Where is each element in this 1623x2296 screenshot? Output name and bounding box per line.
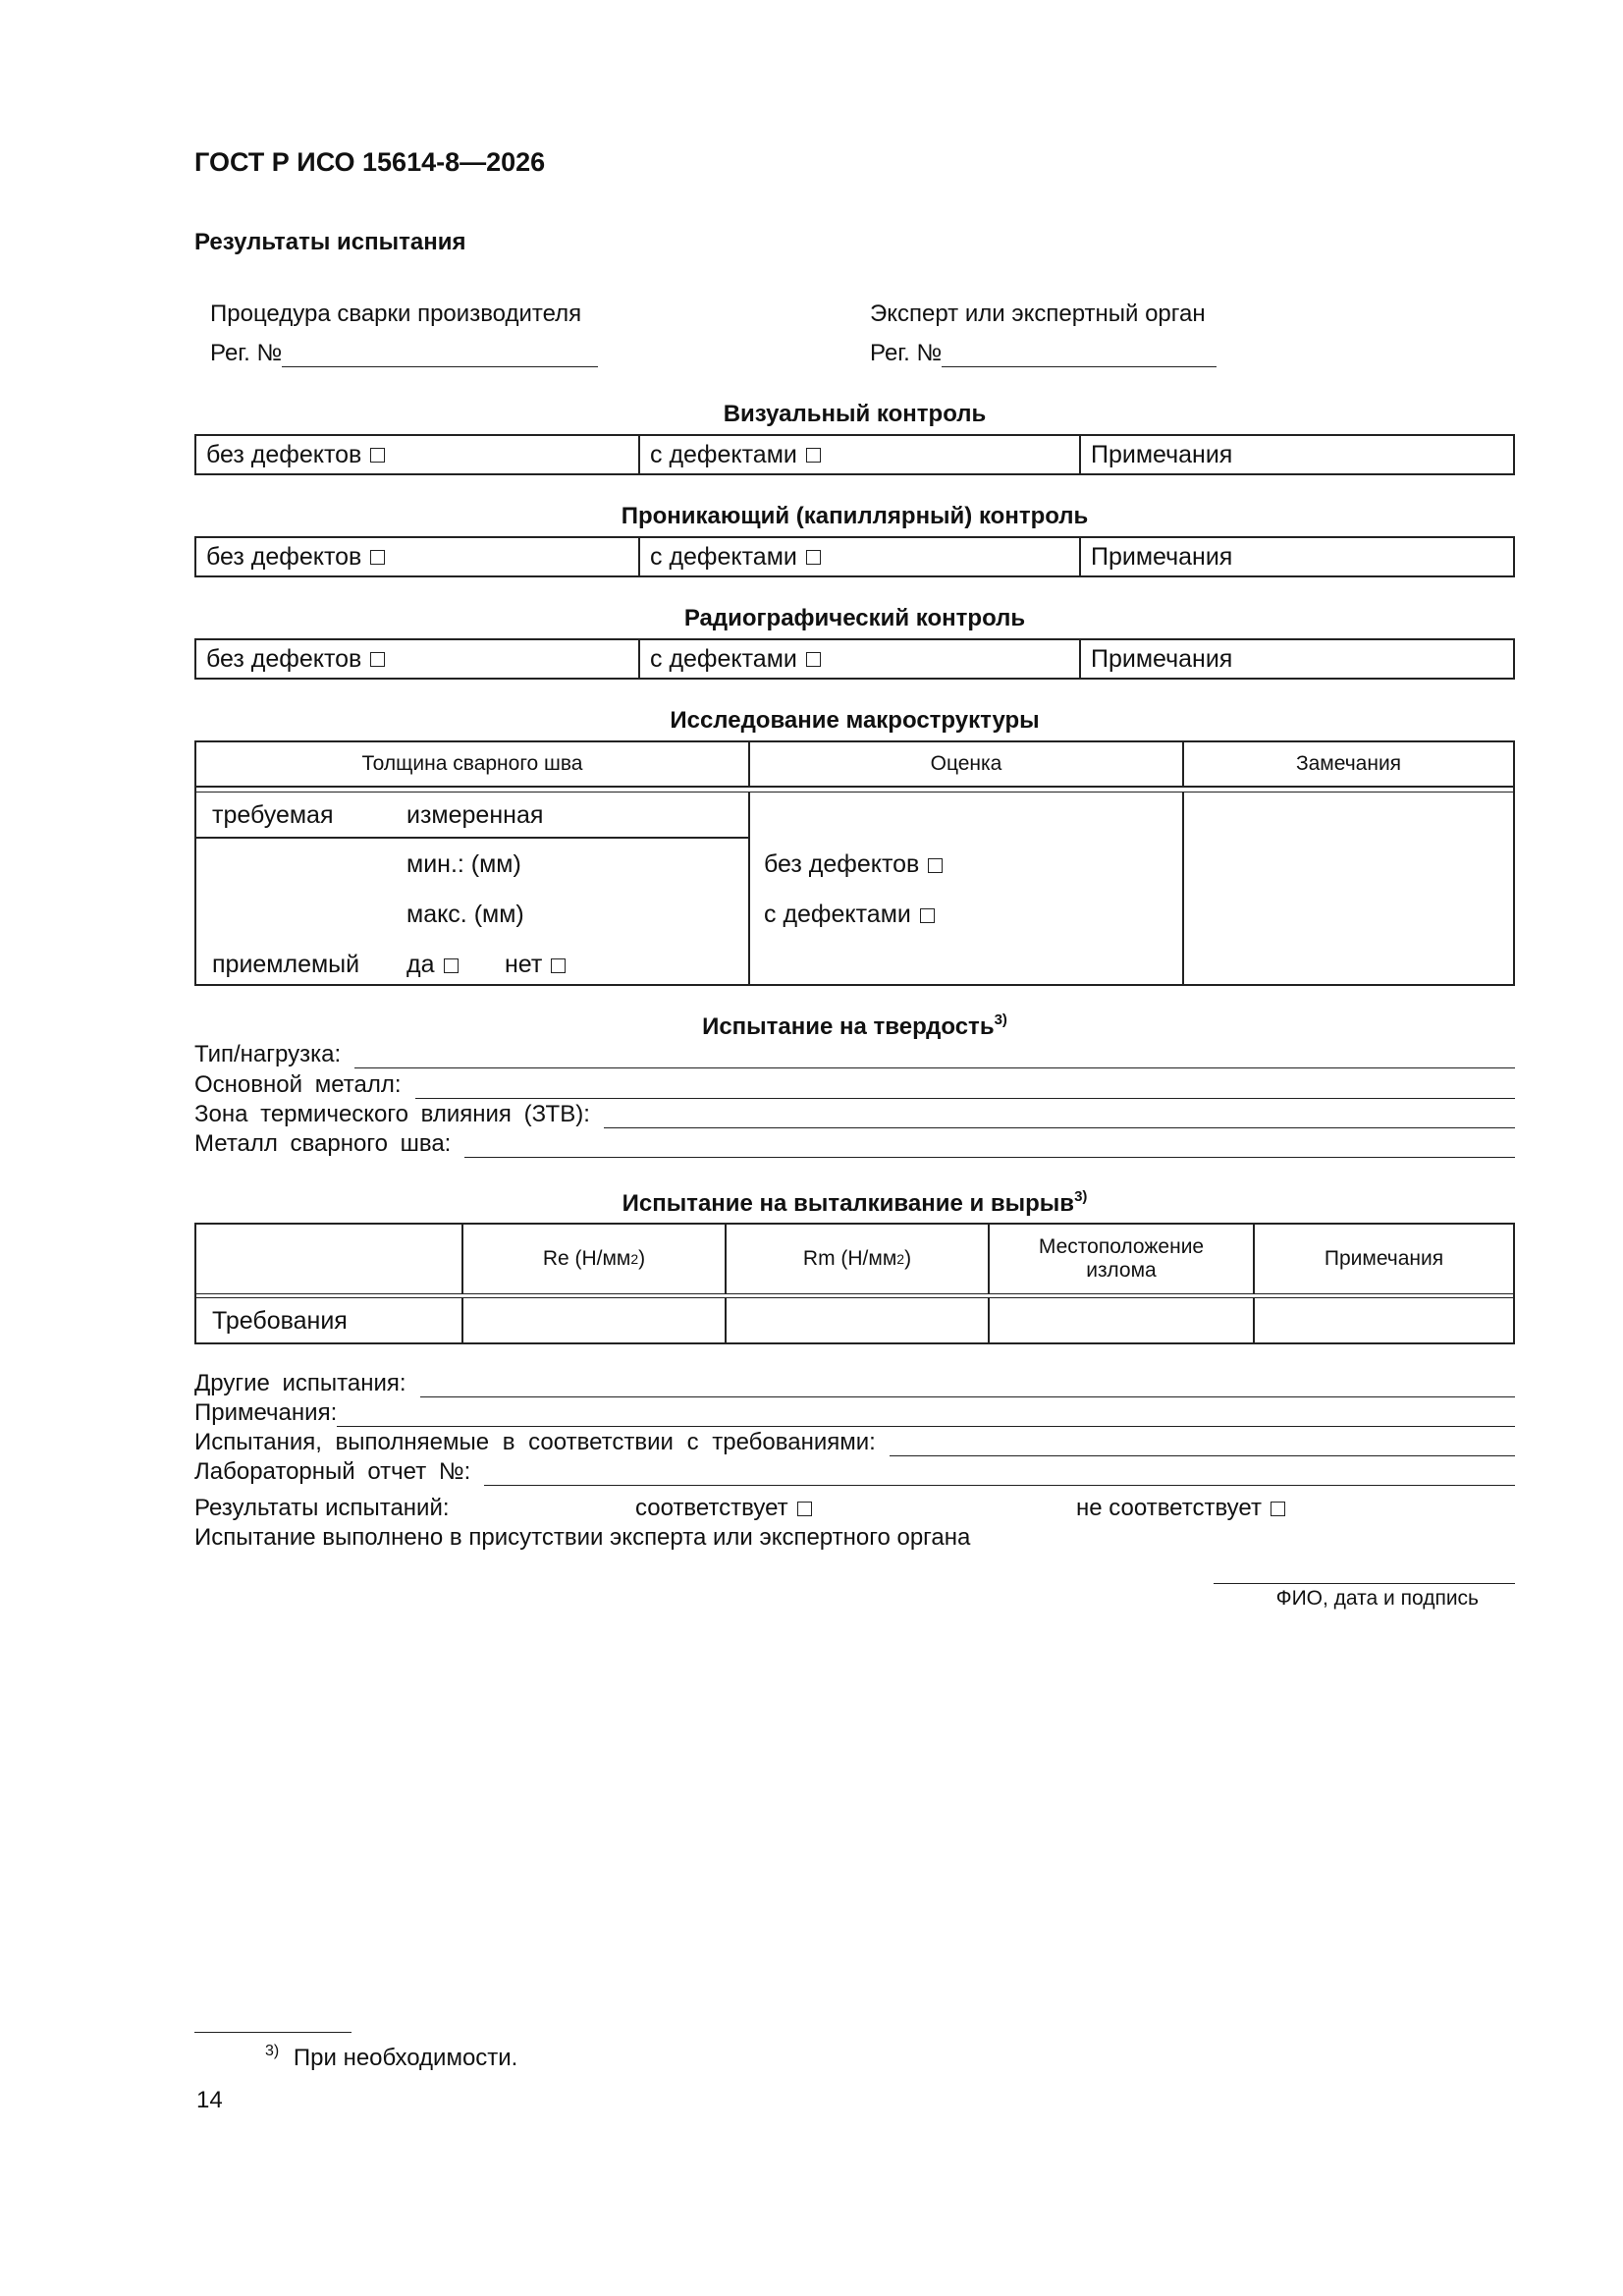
macro-required: требуемая <box>212 801 334 829</box>
radiographic-no-defects-cell <box>196 640 638 678</box>
pushout-req-rm[interactable] <box>725 1297 988 1342</box>
macro-assessment-cell <box>748 792 1182 984</box>
visual-title: Визуальный контроль <box>723 401 987 427</box>
pushout-row-requirements: Требования <box>212 1306 348 1335</box>
macro-defects <box>764 901 935 929</box>
visual-notes-label: Примечания <box>1091 440 1233 468</box>
hardness-weld-line[interactable] <box>464 1137 1515 1158</box>
pushout-col-re <box>461 1225 725 1293</box>
macro-col-remarks: Замечания <box>1182 742 1513 788</box>
penetrant-table <box>194 536 1515 577</box>
radiographic-notes-label: Примечания <box>1091 644 1233 673</box>
pushout-title-text: Испытание на выталкивание и вырыв <box>622 1190 1075 1217</box>
signature-line[interactable] <box>1214 1583 1515 1584</box>
manufacturer-reg-label: Рег. № <box>210 340 283 366</box>
not-complies <box>1076 1495 1285 1522</box>
pushout-col-rm <box>725 1225 988 1293</box>
radiographic-title: Радиографический контроль <box>683 605 1026 631</box>
macro-yes-checkbox[interactable] <box>444 958 459 973</box>
pushout-col-re-text: Re (Н/мм <box>542 1247 631 1270</box>
visual-no-defects-checkbox[interactable] <box>370 448 385 463</box>
macro-no <box>505 951 566 979</box>
pushout-col-fracture: Местоположение излома <box>988 1225 1253 1293</box>
macro-title: Исследование макроструктуры <box>670 707 1040 734</box>
page-number: 14 <box>196 2087 223 2113</box>
hardness-haz-line[interactable] <box>604 1108 1515 1128</box>
footnote-text: При необходимости. <box>293 2045 518 2071</box>
penetrant-defects-checkbox[interactable] <box>806 550 821 565</box>
pushout-req-re[interactable] <box>461 1297 725 1342</box>
visual-defects-cell <box>638 436 1079 473</box>
hardness-weld-label: Металл сварного шва: <box>194 1130 452 1157</box>
section-title: Результаты испытания <box>194 229 466 255</box>
macro-max: макс. (мм) <box>406 901 524 928</box>
hardness-haz-label: Зона термического влияния (ЗТВ): <box>194 1101 590 1127</box>
document-code: ГОСТ Р ИСО 15614-8—2026 <box>194 147 546 177</box>
pushout-corner-cell <box>196 1225 461 1293</box>
notes-row <box>194 1399 1515 1427</box>
macro-yes <box>406 951 459 979</box>
hardness-type-row <box>194 1041 1515 1068</box>
manufacturer-title: Процедура сварки производителя <box>210 301 582 327</box>
footnote <box>265 2043 517 2072</box>
lab-report-row <box>194 1458 1515 1486</box>
footnote-rule <box>194 2032 352 2033</box>
penetrant-defects-label: с дефектами <box>650 542 797 571</box>
radiographic-no-defects-checkbox[interactable] <box>370 652 385 667</box>
radiographic-notes-cell <box>1079 640 1513 678</box>
penetrant-no-defects-label: без дефектов <box>206 542 362 571</box>
footnote-mark: 3) <box>265 2043 280 2059</box>
hardness-base-label: Основной металл: <box>194 1071 402 1098</box>
macro-defects-checkbox[interactable] <box>920 908 935 923</box>
radiographic-table <box>194 638 1515 680</box>
other-tests-row <box>194 1370 1515 1397</box>
lab-report-line[interactable] <box>484 1465 1515 1486</box>
macro-subrow-rule <box>196 837 748 839</box>
visual-no-defects-label: без дефектов <box>206 440 362 468</box>
macro-table <box>194 740 1515 986</box>
pushout-req-notes[interactable] <box>1253 1297 1513 1342</box>
hardness-type-line[interactable] <box>354 1048 1515 1068</box>
penetrant-no-defects-cell <box>196 538 638 575</box>
pushout-col-rm-exp: 2 <box>896 1251 905 1267</box>
pushout-table <box>194 1223 1515 1344</box>
visual-notes-cell <box>1079 436 1513 473</box>
complies-checkbox[interactable] <box>797 1502 812 1516</box>
macro-no-defects-label: без дефектов <box>764 850 920 878</box>
radiographic-no-defects-label: без дефектов <box>206 644 362 673</box>
macro-col-thickness: Толщина сварного шва <box>196 742 748 788</box>
pushout-col-notes: Примечания <box>1253 1225 1513 1293</box>
manufacturer-reg-line <box>282 347 598 367</box>
pushout-footnote-mark: 3) <box>1074 1188 1088 1205</box>
visual-defects-checkbox[interactable] <box>806 448 821 463</box>
manufacturer-reg <box>210 340 598 367</box>
macro-no-defects-checkbox[interactable] <box>928 858 943 873</box>
expert-reg-line <box>942 347 1217 367</box>
hardness-footnote-mark: 3) <box>994 1011 1007 1028</box>
other-tests-label: Другие испытания: <box>194 1370 406 1396</box>
penetrant-notes-cell <box>1079 538 1513 575</box>
hardness-base-line[interactable] <box>415 1078 1516 1099</box>
other-tests-line[interactable] <box>420 1377 1515 1397</box>
macro-defects-label: с дефектами <box>764 901 911 928</box>
visual-no-defects-cell <box>196 436 638 473</box>
notes-label: Примечания: <box>194 1399 338 1426</box>
macro-no-checkbox[interactable] <box>551 958 566 973</box>
macro-min: мин.: (мм) <box>406 850 521 878</box>
pushout-header-rule-1 <box>196 1293 1513 1294</box>
visual-defects-label: с дефектами <box>650 440 797 468</box>
penetrant-notes-label: Примечания <box>1091 542 1233 571</box>
pushout-col-rm-text: Rm (Н/мм <box>802 1247 897 1270</box>
not-complies-label: не соответствует <box>1076 1495 1262 1521</box>
visual-table <box>194 434 1515 475</box>
radiographic-defects-cell <box>638 640 1079 678</box>
penetrant-title: Проникающий (капиллярный) контроль <box>621 503 1089 529</box>
hardness-base-row <box>194 1071 1515 1099</box>
pushout-req-fracture[interactable] <box>988 1297 1253 1342</box>
expert-reg-label: Рег. № <box>870 340 943 366</box>
signature-caption: ФИО, дата и подпись <box>1275 1587 1479 1610</box>
macro-remarks-cell[interactable] <box>1182 792 1513 984</box>
hardness-title <box>194 1011 1515 1041</box>
macro-no-defects <box>764 850 943 879</box>
macro-no-label: нет <box>505 951 543 978</box>
macro-measured: измеренная <box>406 801 544 829</box>
macro-acceptable: приемлемый <box>212 951 360 978</box>
witness-statement: Испытание выполнено в присутствии эксперта или экспертного органа <box>194 1524 971 1551</box>
complies <box>635 1495 812 1522</box>
results-label: Результаты испытаний: <box>194 1495 450 1521</box>
pushout-col-rm-close: ) <box>904 1247 912 1270</box>
hardness-type-label: Тип/нагрузка: <box>194 1041 342 1067</box>
pushout-col-re-close: ) <box>638 1247 646 1270</box>
radiographic-defects-label: с дефектами <box>650 644 797 673</box>
complies-label: соответствует <box>635 1495 788 1521</box>
pushout-title <box>194 1188 1515 1218</box>
lab-report-label: Лабораторный отчет №: <box>194 1458 471 1485</box>
expert-reg <box>870 340 1217 367</box>
performed-per-label: Испытания, выполняемые в соответствии с требованиями: <box>194 1429 876 1455</box>
penetrant-no-defects-checkbox[interactable] <box>370 550 385 565</box>
hardness-weld-row <box>194 1130 1515 1158</box>
performed-per-row <box>194 1429 1515 1456</box>
pushout-col-re-exp: 2 <box>630 1251 639 1267</box>
penetrant-defects-cell <box>638 538 1079 575</box>
radiographic-defects-checkbox[interactable] <box>806 652 821 667</box>
notes-line[interactable] <box>337 1406 1515 1427</box>
not-complies-checkbox[interactable] <box>1271 1502 1285 1516</box>
performed-per-line[interactable] <box>890 1436 1515 1456</box>
hardness-haz-row <box>194 1101 1515 1128</box>
macro-yes-label: да <box>406 951 435 978</box>
macro-col-assessment: Оценка <box>748 742 1182 788</box>
expert-title: Эксперт или экспертный орган <box>870 301 1206 327</box>
hardness-title-text: Испытание на твердость <box>702 1013 995 1040</box>
